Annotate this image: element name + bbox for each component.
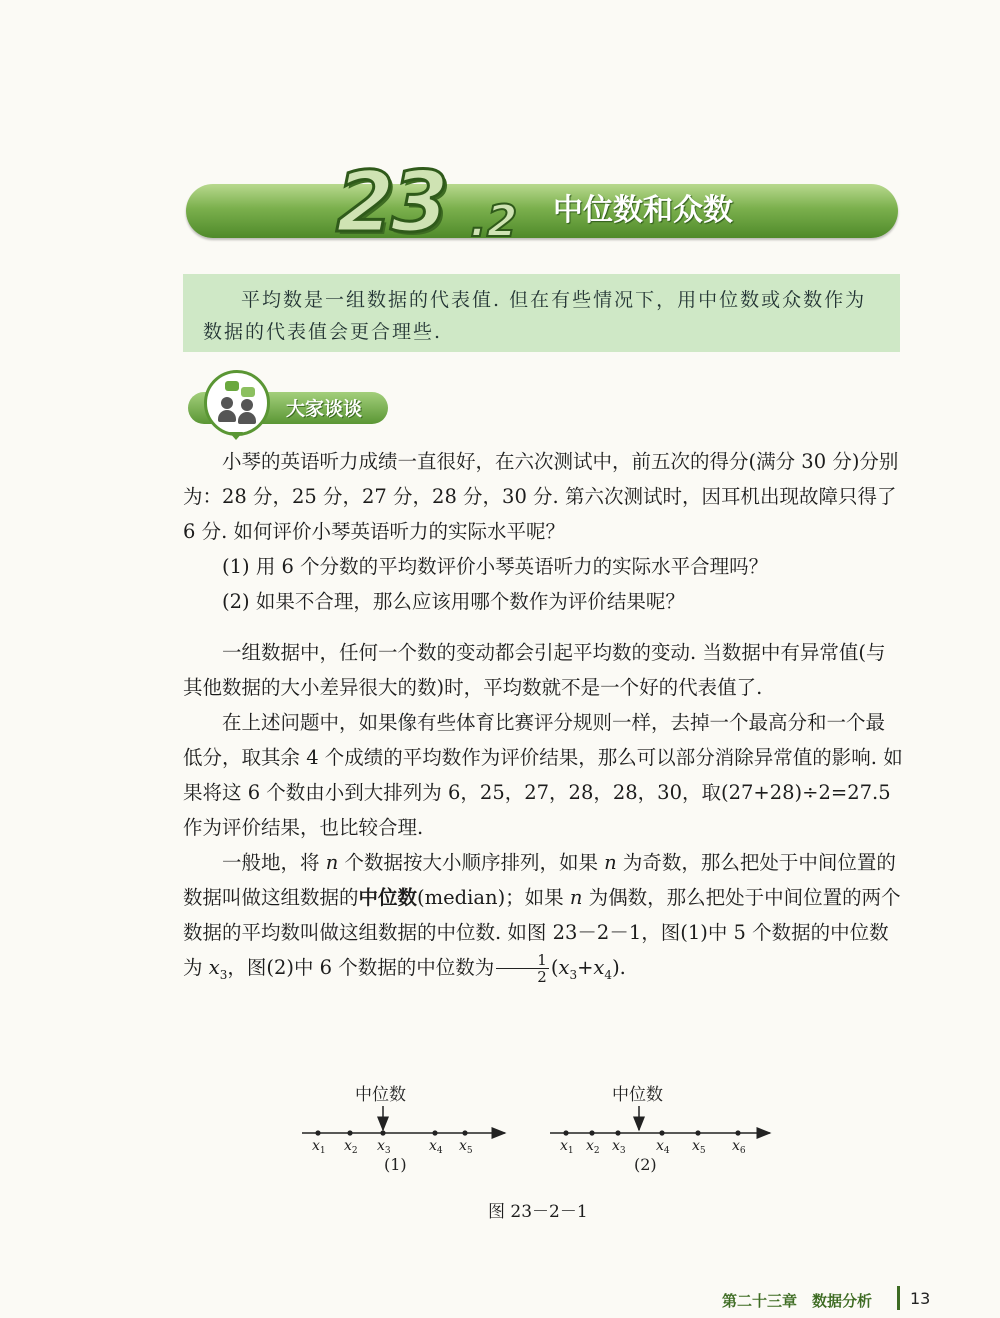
- left-label-x1: $x_1$: [312, 1138, 326, 1156]
- right-point-x3: [615, 1130, 620, 1135]
- body-text: [183, 444, 903, 993]
- page-number: 13: [910, 1289, 931, 1308]
- left-point-x1: [315, 1130, 320, 1135]
- question-2: (2) 如果不合理，那么应该用哪个数作为评价结果呢？: [222, 590, 685, 613]
- discussion-paragraph: 小琴的英语听力成绩一直很好，在六次测试中，前五次的得分(满分 30 分)分别为：28 分，25 分，27 分，28 分，30 分. 第六次测试时，因耳机出现故障只得了 6 分. 如何评价小琴英语听力的实际水平呢？: [183, 450, 899, 543]
- figure-title: 图 23－2－1: [488, 1202, 588, 1222]
- left-point-x5: [462, 1130, 467, 1135]
- paragraph-definition: 一般地，将 n 个数据按大小顺序排列，如果 n 为奇数，那么把处于中间位置的数据叫做这组数据的中位数(median)；如果 n 为偶数，那么把处于中间位置的两个数据的平均数叫做这组数据的中位数. 如图 23－2－1，图(1)中 5 个数据的中位数为 $x_3$，图(2)中 6 个数据的中位数为 $\frac{1}{2}$ $(x_3+x_4)$.: [183, 851, 901, 986]
- section-title: 中位数和众数: [553, 193, 733, 228]
- paragraph-outlier: 一组数据中，任何一个数的变动都会引起平均数的变动. 当数据中有异常值(与其他数据的大小差异很大的数)时，平均数就不是一个好的代表值了.: [183, 641, 886, 699]
- right-label-x1: $x_1$: [560, 1138, 574, 1156]
- right-point-x5: [695, 1130, 700, 1135]
- footer-chapter: 第二十三章 数据分析: [722, 1292, 873, 1310]
- right-label-x4: $x_4$: [656, 1138, 670, 1156]
- left-point-x4: [432, 1130, 437, 1135]
- question-1: (1) 用 6 个分数的平均数评价小琴英语听力的实际水平合理吗？: [222, 555, 769, 578]
- intro-box: [183, 274, 900, 352]
- right-point-x1: [563, 1130, 568, 1135]
- right-label-x5: $x_5$: [692, 1138, 706, 1156]
- median-term: 中位数: [358, 886, 418, 909]
- right-point-x4: [659, 1130, 664, 1135]
- section-number: 23: [336, 153, 445, 251]
- intro-text: 平均数是一组数据的代表值. 但在有些情况下，用中位数或众数作为数据的代表值会更合理些.: [203, 289, 867, 343]
- caption-left: (1): [384, 1155, 407, 1174]
- right-label-x6: $x_6$: [732, 1138, 746, 1156]
- section-subnumber: .2: [470, 196, 518, 247]
- left-label-x5: $x_5$: [459, 1138, 473, 1156]
- left-label-x3: $x_3$: [377, 1138, 391, 1156]
- left-point-x3: [380, 1130, 385, 1135]
- median-label-left: 中位数: [355, 1085, 406, 1105]
- right-point-x6: [735, 1130, 740, 1135]
- discussion-label: 大家谈谈: [286, 398, 363, 420]
- discussion-people-icon: [204, 370, 270, 436]
- fraction-half: $\frac{1}{2}$: [496, 952, 549, 985]
- paragraph-example: 在上述问题中，如果像有些体育比赛评分规则一样，去掉一个最高分和一个最低分，取其余 4 个成绩的平均数作为评价结果，那么可以部分消除异常值的影响. 如果将这 6 个数由小到大排列为 6，25，27，28，28，30，取(27+28)÷2=27.5 作为评价结果，也比较合理.: [183, 711, 903, 839]
- section-banner: [186, 184, 898, 238]
- discussion-pointer: [229, 432, 243, 440]
- median-label-right: 中位数: [612, 1085, 663, 1105]
- median-number-line-figure: [300, 1080, 780, 1180]
- left-label-x4: $x_4$: [429, 1138, 443, 1156]
- left-label-x2: $x_2$: [344, 1138, 358, 1156]
- right-label-x2: $x_2$: [586, 1138, 600, 1156]
- right-point-x2: [589, 1130, 594, 1135]
- left-points: [312, 1130, 473, 1156]
- right-label-x3: $x_3$: [612, 1138, 626, 1156]
- right-points: [560, 1130, 746, 1156]
- caption-right: (2): [634, 1155, 657, 1174]
- footer-separator: [897, 1286, 900, 1310]
- left-point-x2: [347, 1130, 352, 1135]
